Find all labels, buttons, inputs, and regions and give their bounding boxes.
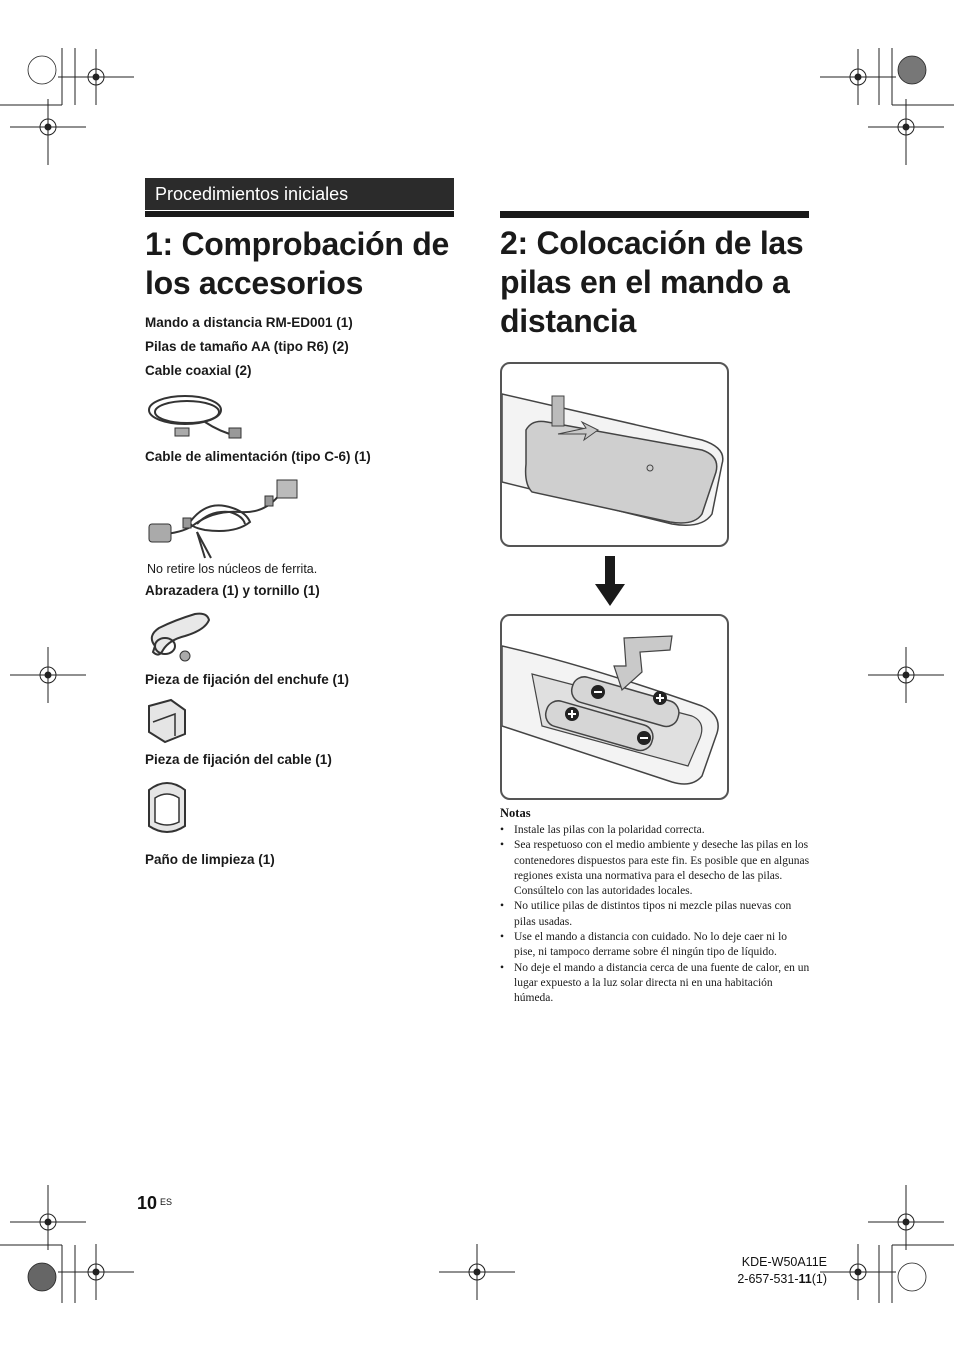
heading-line: 1: Comprobación de (145, 226, 449, 262)
heading-line: 2: Colocación de las (500, 225, 804, 261)
plug-holder-illustration (145, 696, 190, 746)
accessory-coax-cable: Cable coaxial (2) (145, 363, 252, 378)
notes-list (500, 823, 810, 1007)
document-code (700, 1272, 827, 1286)
section-label: Procedimientos iniciales (145, 178, 454, 210)
code-suffix: (1) (811, 1272, 827, 1286)
heading-line: pilas en el mando a (500, 264, 790, 300)
accessory-cable-holder: Pieza de fijación del cable (1) (145, 752, 332, 767)
battery-cover-illustration (500, 362, 729, 547)
divider (145, 211, 454, 217)
heading-batteries (500, 224, 830, 341)
notes-title: Notas (500, 806, 531, 820)
note-item: • No deje el mando a distancia cerca de una fuente de calor, en un lugar expuesto a la luz solar directa ni en una habitación húmeda. (500, 961, 810, 1007)
note-item: • Use el mando a distancia con cuidado. No lo deje caer ni lo pise, ni tampoco derrame sobre él ningún tipo de líquido. (500, 930, 810, 961)
accessory-batteries: Pilas de tamaño AA (tipo R6) (2) (145, 339, 349, 354)
accessory-remote: Mando a distancia RM-ED001 (1) (145, 315, 353, 330)
coax-cable-illustration (145, 388, 245, 444)
heading-line: distancia (500, 303, 637, 339)
code-prefix: 2-657-531- (737, 1272, 799, 1286)
note-item: • Instale las pilas con la polaridad correcta. (500, 823, 810, 838)
heading-accessories (145, 225, 465, 303)
page-number: 10 (137, 1193, 158, 1213)
accessory-clamp-screw: Abrazadera (1) y tornillo (1) (145, 583, 320, 598)
heading-line: los accesorios (145, 265, 364, 301)
ferrite-caption: No retire los núcleos de ferrita. (147, 562, 318, 576)
page-language: ES (160, 1197, 173, 1207)
power-cord-illustration (145, 472, 305, 562)
clamp-illustration (145, 606, 215, 666)
accessory-cleaning-cloth: Paño de limpieza (1) (145, 852, 275, 867)
note-item: • No utilice pilas de distintos tipos ni mezcle pilas nuevas con pilas usadas. (500, 899, 810, 930)
cable-holder-illustration (143, 776, 191, 840)
down-arrow-icon (595, 556, 625, 606)
accessory-plug-holder: Pieza de fijación del enchufe (1) (145, 672, 350, 687)
code-bold: 11 (798, 1272, 812, 1286)
note-item: • Sea respetuoso con el medio ambiente y deseche las pilas en los contenedores dispuestos para este fin. Es posible que en algunas regiones exista una normativa para el desecho de las pilas. Consúltelo con las autoridades locales. (500, 838, 810, 899)
divider (500, 211, 809, 218)
model-number: KDE-W50A11E (741, 1255, 827, 1269)
accessory-power-cord: Cable de alimentación (tipo C-6) (1) (145, 449, 371, 464)
battery-insert-illustration (500, 614, 729, 800)
